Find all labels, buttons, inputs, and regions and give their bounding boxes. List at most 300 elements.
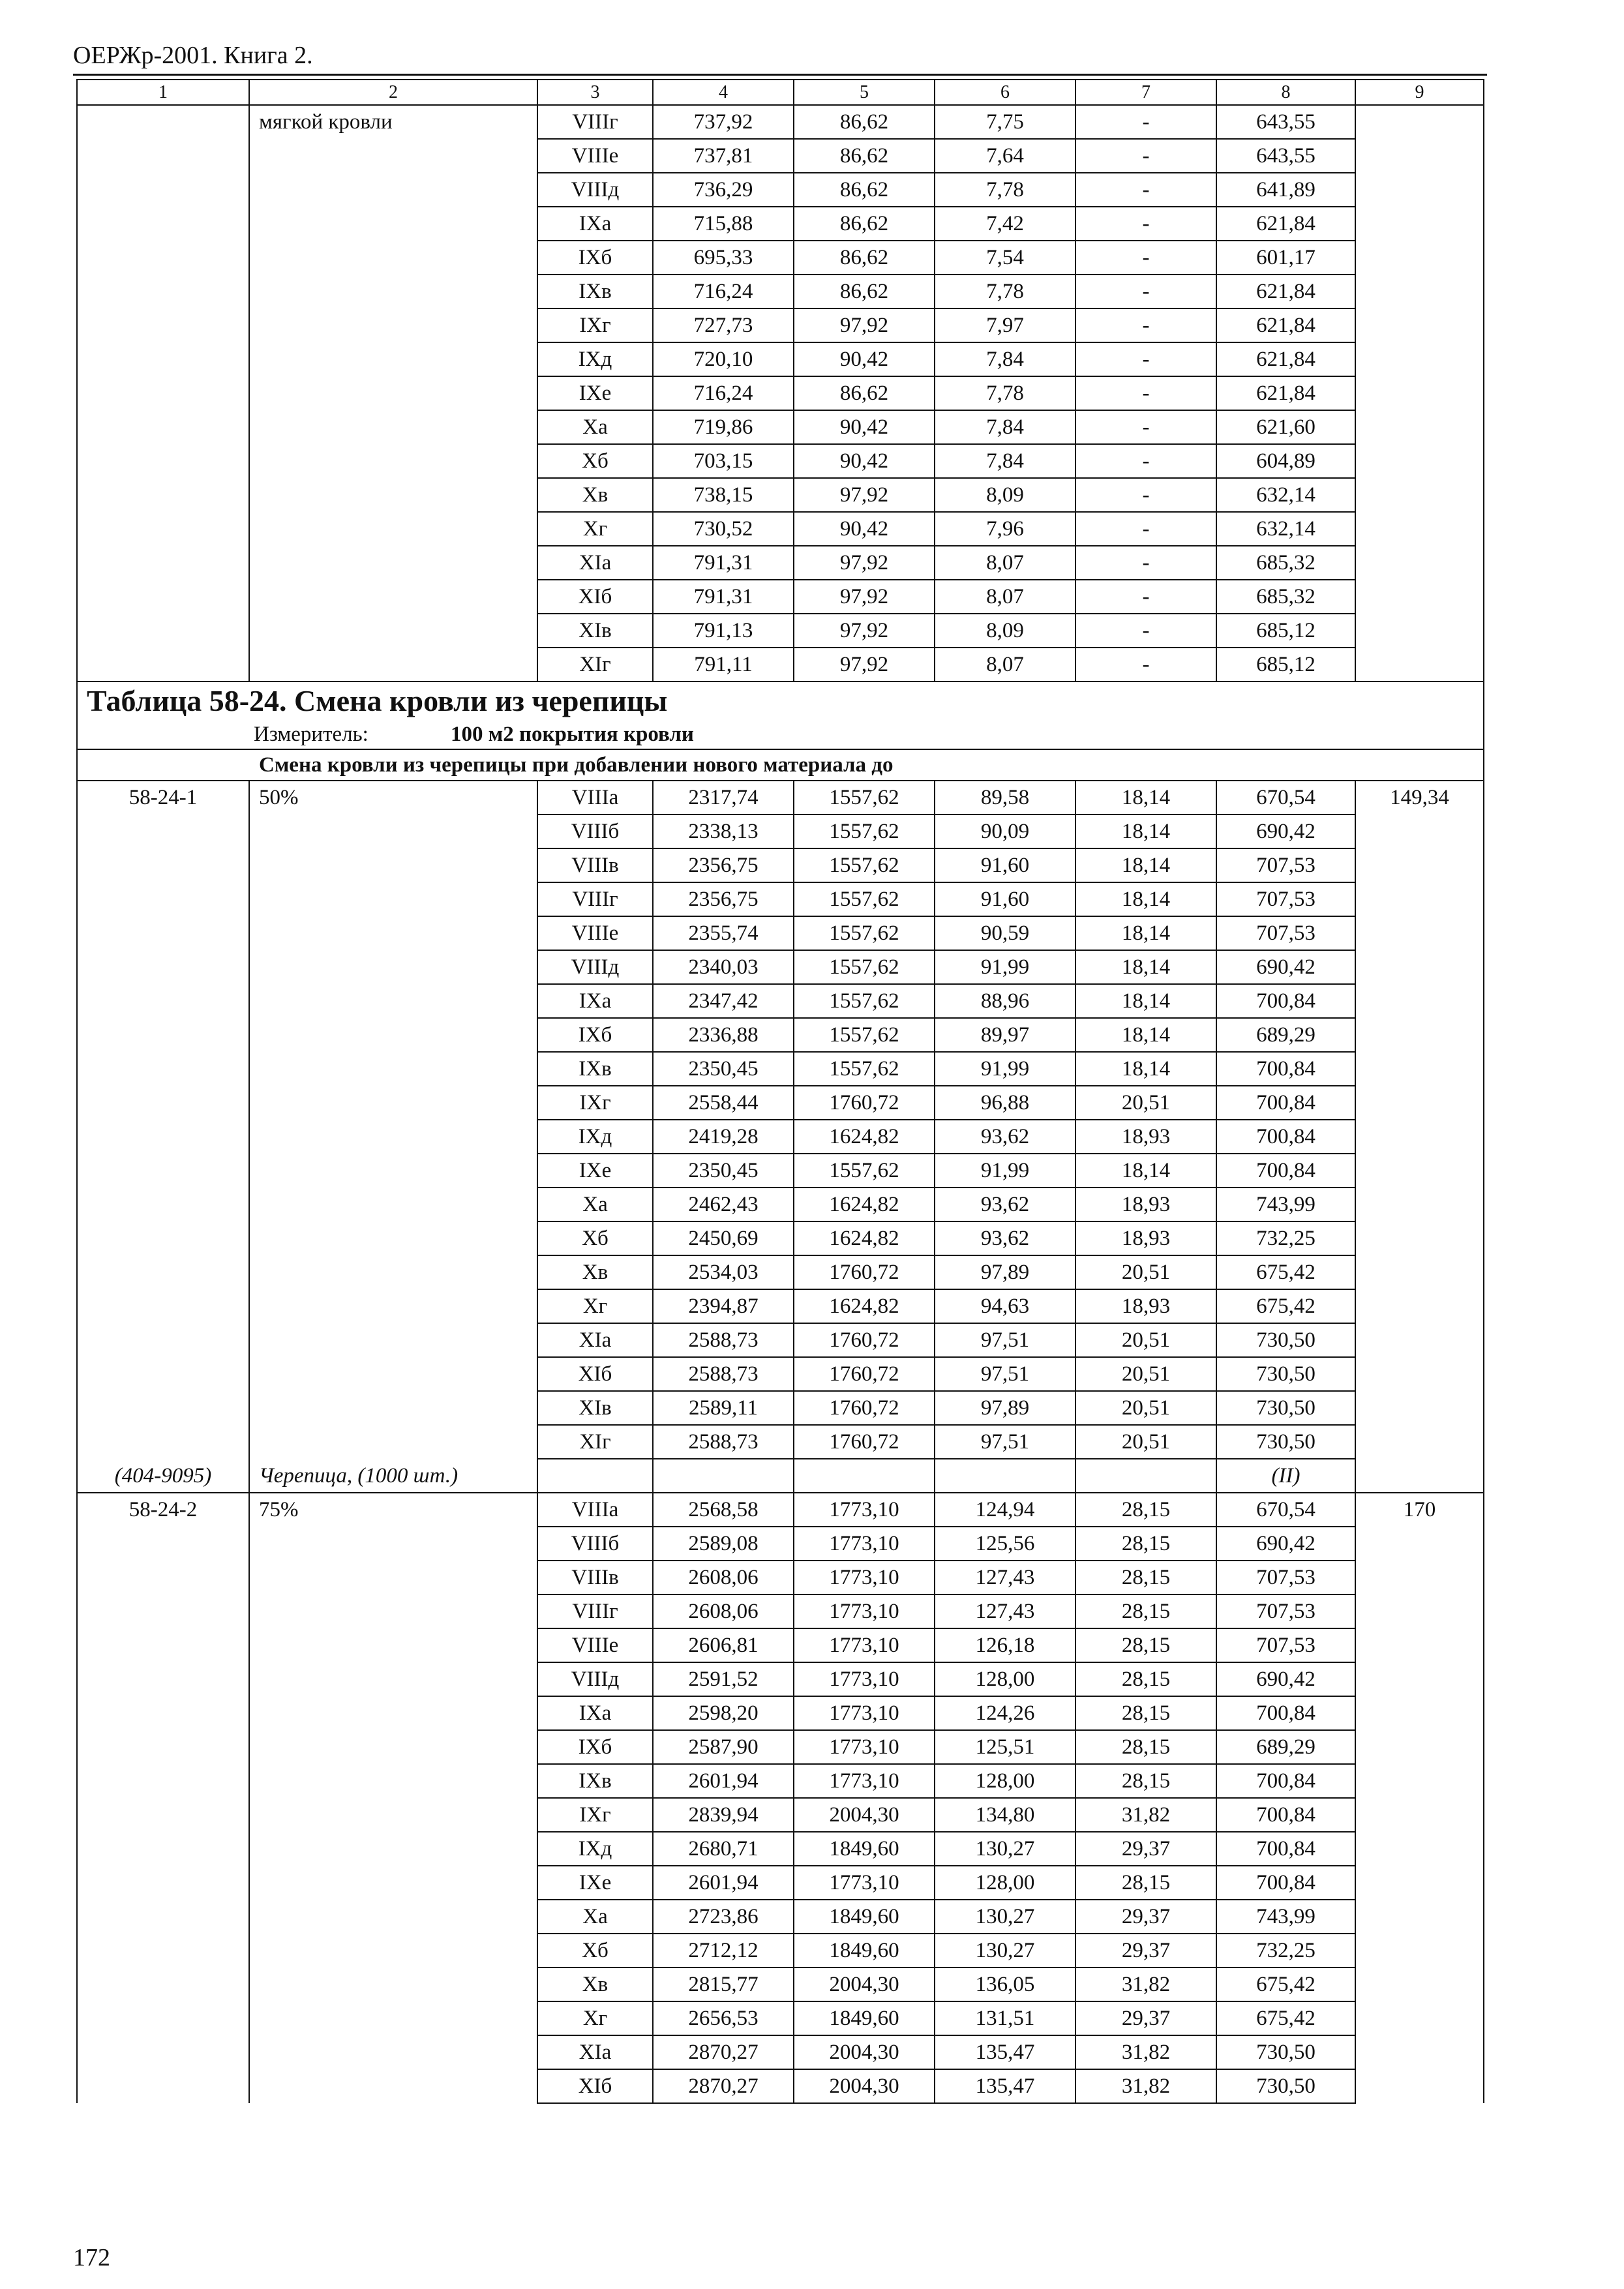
wages-cell: 1557,62 [794, 848, 935, 882]
machinist-wages-cell: 29,37 [1075, 1900, 1216, 1934]
direct-cost-cell: 2462,43 [653, 1188, 794, 1221]
machinist-wages-cell: 18,14 [1075, 916, 1216, 950]
machines-cell: 8,09 [935, 478, 1075, 512]
materials-cell: 675,42 [1216, 1289, 1355, 1323]
direct-cost-cell: 2356,75 [653, 882, 794, 916]
resource-code-cell: (404-9095) [77, 1459, 249, 1493]
direct-cost-cell: 2356,75 [653, 848, 794, 882]
materials-cell: 700,84 [1216, 1696, 1355, 1730]
region-cell: IXв [537, 1052, 653, 1086]
table-row [77, 105, 1484, 139]
region-cell: XIа [537, 2035, 653, 2069]
materials-cell: 621,60 [1216, 410, 1355, 444]
wages-cell: 1760,72 [794, 1391, 935, 1425]
region-cell: XIб [537, 1357, 653, 1391]
direct-cost-cell: 2350,45 [653, 1154, 794, 1188]
wages-cell: 2004,30 [794, 1798, 935, 1832]
machinist-wages-cell: 28,15 [1075, 1594, 1216, 1628]
empty-cell [1355, 1459, 1484, 1493]
table-subheading: Смена кровли из черепицы при добавлении нового материала до [77, 749, 1484, 781]
machinist-wages-cell: - [1075, 478, 1216, 512]
machines-cell: 135,47 [935, 2035, 1075, 2069]
machines-cell: 8,07 [935, 546, 1075, 580]
wages-cell: 90,42 [794, 512, 935, 546]
region-cell: VIIIб [537, 1527, 653, 1561]
machines-cell: 8,09 [935, 614, 1075, 648]
region-cell: VIIIд [537, 950, 653, 984]
wages-cell: 1773,10 [794, 1561, 935, 1594]
norm-description-cell: 75% [249, 1493, 537, 2103]
wages-cell: 1849,60 [794, 1900, 935, 1934]
machines-cell: 93,62 [935, 1221, 1075, 1255]
materials-cell: 730,50 [1216, 1357, 1355, 1391]
machinist-wages-cell: - [1075, 376, 1216, 410]
region-cell: XIа [537, 1323, 653, 1357]
region-cell: IXб [537, 241, 653, 275]
wages-cell: 1849,60 [794, 2001, 935, 2035]
wages-cell: 97,92 [794, 648, 935, 681]
materials-cell: 730,50 [1216, 1323, 1355, 1357]
empty-cell [1075, 1459, 1216, 1493]
wages-cell: 90,42 [794, 410, 935, 444]
region-cell: Xа [537, 1188, 653, 1221]
empty-cell [794, 1459, 935, 1493]
measure-cell [77, 720, 1484, 749]
materials-cell: 689,29 [1216, 1018, 1355, 1052]
materials-cell: 604,89 [1216, 444, 1355, 478]
machinist-wages-cell: 18,14 [1075, 950, 1216, 984]
direct-cost-cell: 737,81 [653, 139, 794, 173]
direct-cost-cell: 2568,58 [653, 1493, 794, 1527]
direct-cost-cell: 2608,06 [653, 1561, 794, 1594]
materials-cell: 700,84 [1216, 1866, 1355, 1900]
machines-cell: 127,43 [935, 1561, 1075, 1594]
direct-cost-cell: 703,15 [653, 444, 794, 478]
machines-cell: 130,27 [935, 1900, 1075, 1934]
direct-cost-cell: 2601,94 [653, 1866, 794, 1900]
machines-cell: 97,51 [935, 1323, 1075, 1357]
region-cell: VIIIг [537, 882, 653, 916]
direct-cost-cell: 716,24 [653, 275, 794, 308]
materials-cell: 743,99 [1216, 1188, 1355, 1221]
materials-cell: 707,53 [1216, 916, 1355, 950]
direct-cost-cell: 738,15 [653, 478, 794, 512]
wages-cell: 1760,72 [794, 1357, 935, 1391]
wages-cell: 1760,72 [794, 1086, 935, 1120]
machines-cell: 90,59 [935, 916, 1075, 950]
materials-cell: 621,84 [1216, 342, 1355, 376]
machinist-wages-cell: 29,37 [1075, 2001, 1216, 2035]
machines-cell: 89,58 [935, 781, 1075, 815]
materials-cell: 675,42 [1216, 2001, 1355, 2035]
direct-cost-cell: 2815,77 [653, 1967, 794, 2001]
machinist-wages-cell: - [1075, 342, 1216, 376]
column-number-5: 5 [794, 80, 935, 105]
region-cell: VIIIд [537, 1662, 653, 1696]
direct-cost-cell: 2589,11 [653, 1391, 794, 1425]
wages-cell: 1624,82 [794, 1221, 935, 1255]
machines-cell: 134,80 [935, 1798, 1075, 1832]
wages-cell: 90,42 [794, 342, 935, 376]
wages-cell: 1760,72 [794, 1323, 935, 1357]
table-title-row [77, 681, 1484, 720]
wages-cell: 1773,10 [794, 1493, 935, 1527]
machines-cell: 97,51 [935, 1357, 1075, 1391]
machines-cell: 97,89 [935, 1255, 1075, 1289]
direct-cost-cell: 2606,81 [653, 1628, 794, 1662]
materials-cell: 690,42 [1216, 950, 1355, 984]
page-number: 172 [73, 2244, 110, 2271]
resource-class-cell: (II) [1216, 1459, 1355, 1493]
machines-cell: 7,78 [935, 173, 1075, 207]
materials-cell: 621,84 [1216, 308, 1355, 342]
wages-cell: 97,92 [794, 308, 935, 342]
direct-cost-cell: 715,88 [653, 207, 794, 241]
machinist-wages-cell: 31,82 [1075, 1967, 1216, 2001]
wages-cell: 1773,10 [794, 1594, 935, 1628]
region-cell: VIIIа [537, 781, 653, 815]
machines-cell: 7,96 [935, 512, 1075, 546]
region-cell: XIв [537, 1391, 653, 1425]
region-cell: VIIIг [537, 105, 653, 139]
machines-cell: 127,43 [935, 1594, 1075, 1628]
region-cell: XIб [537, 2069, 653, 2103]
direct-cost-cell: 2870,27 [653, 2069, 794, 2103]
wages-cell: 1557,62 [794, 882, 935, 916]
region-cell: IXг [537, 1798, 653, 1832]
machinist-wages-cell: 31,82 [1075, 1798, 1216, 1832]
machinist-wages-cell: 18,14 [1075, 882, 1216, 916]
wages-cell: 1624,82 [794, 1120, 935, 1154]
machines-cell: 7,84 [935, 444, 1075, 478]
machinist-wages-cell: 18,14 [1075, 815, 1216, 848]
materials-cell: 700,84 [1216, 1798, 1355, 1832]
wages-cell: 1773,10 [794, 1866, 935, 1900]
region-cell: IXд [537, 1120, 653, 1154]
machinist-wages-cell: 18,14 [1075, 1018, 1216, 1052]
direct-cost-cell: 2839,94 [653, 1798, 794, 1832]
materials-cell: 730,50 [1216, 1391, 1355, 1425]
region-cell: XIг [537, 648, 653, 681]
wages-cell: 1624,82 [794, 1188, 935, 1221]
machines-cell: 91,99 [935, 950, 1075, 984]
machinist-wages-cell: 31,82 [1075, 2069, 1216, 2103]
document-header: ОЕРЖр-2001. Книга 2. [73, 42, 313, 69]
machinist-wages-cell: - [1075, 648, 1216, 681]
materials-cell: 675,42 [1216, 1255, 1355, 1289]
materials-cell: 601,17 [1216, 241, 1355, 275]
machinist-wages-cell: 20,51 [1075, 1323, 1216, 1357]
wages-cell: 1773,10 [794, 1730, 935, 1764]
materials-cell: 632,14 [1216, 478, 1355, 512]
machinist-wages-cell: 18,93 [1075, 1289, 1216, 1323]
wages-cell: 1557,62 [794, 1018, 935, 1052]
direct-cost-cell: 2588,73 [653, 1323, 794, 1357]
machinist-wages-cell: 20,51 [1075, 1086, 1216, 1120]
machines-cell: 126,18 [935, 1628, 1075, 1662]
region-cell: VIIIе [537, 916, 653, 950]
machinist-wages-cell: 20,51 [1075, 1357, 1216, 1391]
machines-cell: 125,51 [935, 1730, 1075, 1764]
materials-cell: 730,50 [1216, 2069, 1355, 2103]
machinist-wages-cell: 18,14 [1075, 781, 1216, 815]
materials-cell: 707,53 [1216, 882, 1355, 916]
wages-cell: 1773,10 [794, 1662, 935, 1696]
region-cell: VIIIв [537, 1561, 653, 1594]
machinist-wages-cell: 31,82 [1075, 2035, 1216, 2069]
materials-cell: 621,84 [1216, 275, 1355, 308]
direct-cost-cell: 2394,87 [653, 1289, 794, 1323]
machines-cell: 7,78 [935, 376, 1075, 410]
materials-cell: 689,29 [1216, 1730, 1355, 1764]
column-number-1: 1 [77, 80, 249, 105]
region-cell: IXе [537, 1154, 653, 1188]
machines-cell: 88,96 [935, 984, 1075, 1018]
materials-cell: 707,53 [1216, 1561, 1355, 1594]
machinist-wages-cell: - [1075, 173, 1216, 207]
machinist-wages-cell: 28,15 [1075, 1730, 1216, 1764]
machinist-wages-cell: 28,15 [1075, 1696, 1216, 1730]
region-cell: VIIIе [537, 1628, 653, 1662]
region-cell: Xв [537, 478, 653, 512]
direct-cost-cell: 2534,03 [653, 1255, 794, 1289]
materials-cell: 700,84 [1216, 1832, 1355, 1866]
machines-cell: 93,62 [935, 1120, 1075, 1154]
direct-cost-cell: 791,13 [653, 614, 794, 648]
norm-description-cell: 50% [249, 781, 537, 1459]
machinist-wages-cell: - [1075, 580, 1216, 614]
table-title: Таблица 58-24. Смена кровли из черепицы [77, 681, 1484, 720]
materials-cell: 700,84 [1216, 1120, 1355, 1154]
direct-cost-cell: 730,52 [653, 512, 794, 546]
region-cell: IXг [537, 1086, 653, 1120]
region-cell: IXд [537, 342, 653, 376]
machinist-wages-cell: 20,51 [1075, 1425, 1216, 1459]
wages-cell: 86,62 [794, 139, 935, 173]
machines-cell: 8,07 [935, 648, 1075, 681]
machines-cell: 124,26 [935, 1696, 1075, 1730]
machinist-wages-cell: 18,14 [1075, 1154, 1216, 1188]
machinist-wages-cell: - [1075, 410, 1216, 444]
direct-cost-cell: 737,92 [653, 105, 794, 139]
wages-cell: 1557,62 [794, 950, 935, 984]
column-number-row [77, 80, 1484, 105]
region-cell: IXб [537, 1018, 653, 1052]
machines-cell: 136,05 [935, 1967, 1075, 2001]
wages-cell: 2004,30 [794, 2069, 935, 2103]
region-cell: Xг [537, 1289, 653, 1323]
machinist-wages-cell: - [1075, 275, 1216, 308]
direct-cost-cell: 2598,20 [653, 1696, 794, 1730]
wages-cell: 1557,62 [794, 916, 935, 950]
machinist-wages-cell: 18,14 [1075, 984, 1216, 1018]
machines-cell: 7,64 [935, 139, 1075, 173]
column-number-2: 2 [249, 80, 537, 105]
norm-code-cell: 58-24-1 [77, 781, 249, 1459]
materials-cell: 743,99 [1216, 1900, 1355, 1934]
materials-cell: 700,84 [1216, 1086, 1355, 1120]
machinist-wages-cell: - [1075, 512, 1216, 546]
region-cell: Xб [537, 444, 653, 478]
region-cell: Xб [537, 1221, 653, 1255]
machinist-wages-cell: - [1075, 614, 1216, 648]
materials-cell: 700,84 [1216, 984, 1355, 1018]
direct-cost-cell: 2589,08 [653, 1527, 794, 1561]
direct-cost-cell: 2608,06 [653, 1594, 794, 1628]
wages-cell: 97,92 [794, 614, 935, 648]
column-number-7: 7 [1075, 80, 1216, 105]
measure-value: 100 м2 покрытия кровли [451, 723, 694, 746]
machinist-wages-cell: 18,14 [1075, 1052, 1216, 1086]
machinist-wages-cell: 28,15 [1075, 1764, 1216, 1798]
direct-cost-cell: 2450,69 [653, 1221, 794, 1255]
wages-cell: 1557,62 [794, 1052, 935, 1086]
direct-cost-cell: 2591,52 [653, 1662, 794, 1696]
wages-cell: 97,92 [794, 580, 935, 614]
machinist-wages-cell: 28,15 [1075, 1527, 1216, 1561]
measure-row [77, 720, 1484, 749]
materials-cell: 675,42 [1216, 1967, 1355, 2001]
norm-code-cell [77, 105, 249, 681]
materials-cell: 685,12 [1216, 614, 1355, 648]
column-number-8: 8 [1216, 80, 1355, 105]
materials-cell: 730,50 [1216, 2035, 1355, 2069]
wages-cell: 2004,30 [794, 2035, 935, 2069]
direct-cost-cell: 2350,45 [653, 1052, 794, 1086]
machines-cell: 7,84 [935, 410, 1075, 444]
machines-cell: 7,42 [935, 207, 1075, 241]
direct-cost-cell: 2588,73 [653, 1425, 794, 1459]
machines-cell: 97,89 [935, 1391, 1075, 1425]
machines-cell: 91,60 [935, 848, 1075, 882]
materials-cell: 621,84 [1216, 376, 1355, 410]
subheading-row [77, 749, 1484, 781]
materials-cell: 641,89 [1216, 173, 1355, 207]
region-cell: XIб [537, 580, 653, 614]
materials-cell: 621,84 [1216, 207, 1355, 241]
wages-cell: 86,62 [794, 105, 935, 139]
resource-name-cell: Черепица, (1000 шт.) [249, 1459, 537, 1493]
wages-cell: 1773,10 [794, 1696, 935, 1730]
machines-cell: 89,97 [935, 1018, 1075, 1052]
region-cell: Xг [537, 512, 653, 546]
materials-cell: 707,53 [1216, 848, 1355, 882]
direct-cost-cell: 719,86 [653, 410, 794, 444]
wages-cell: 86,62 [794, 173, 935, 207]
table-row [77, 1493, 1484, 1527]
extra-material-cell: 149,34 [1355, 781, 1484, 1459]
materials-cell: 685,12 [1216, 648, 1355, 681]
machines-cell: 125,56 [935, 1527, 1075, 1561]
region-cell: VIIIг [537, 1594, 653, 1628]
wages-cell: 1773,10 [794, 1628, 935, 1662]
materials-cell: 707,53 [1216, 1594, 1355, 1628]
wages-cell: 1773,10 [794, 1527, 935, 1561]
direct-cost-cell: 2723,86 [653, 1900, 794, 1934]
materials-cell: 690,42 [1216, 1527, 1355, 1561]
region-cell: Xв [537, 1967, 653, 2001]
wages-cell: 1557,62 [794, 815, 935, 848]
region-cell: Xб [537, 1934, 653, 1967]
materials-cell: 690,42 [1216, 815, 1355, 848]
direct-cost-cell: 2588,73 [653, 1357, 794, 1391]
materials-cell: 670,54 [1216, 1493, 1355, 1527]
direct-cost-cell: 2601,94 [653, 1764, 794, 1798]
materials-cell: 700,84 [1216, 1052, 1355, 1086]
region-cell: IXд [537, 1832, 653, 1866]
machinist-wages-cell: - [1075, 546, 1216, 580]
direct-cost-cell: 2419,28 [653, 1120, 794, 1154]
column-number-6: 6 [935, 80, 1075, 105]
materials-cell: 700,84 [1216, 1154, 1355, 1188]
region-cell: Xв [537, 1255, 653, 1289]
machines-cell: 94,63 [935, 1289, 1075, 1323]
region-cell: IXа [537, 207, 653, 241]
wages-cell: 2004,30 [794, 1967, 935, 2001]
machines-cell: 91,60 [935, 882, 1075, 916]
direct-cost-cell: 2656,53 [653, 2001, 794, 2035]
direct-cost-cell: 716,24 [653, 376, 794, 410]
materials-cell: 707,53 [1216, 1628, 1355, 1662]
region-cell: VIIIд [537, 173, 653, 207]
machinist-wages-cell: 18,93 [1075, 1188, 1216, 1221]
region-cell: VIIIе [537, 139, 653, 173]
machines-cell: 128,00 [935, 1764, 1075, 1798]
region-cell: IXе [537, 1866, 653, 1900]
direct-cost-cell: 2336,88 [653, 1018, 794, 1052]
resource-row [77, 1459, 1484, 1493]
wages-cell: 1773,10 [794, 1764, 935, 1798]
machinist-wages-cell: - [1075, 139, 1216, 173]
wages-cell: 1760,72 [794, 1255, 935, 1289]
region-cell: VIIIа [537, 1493, 653, 1527]
direct-cost-cell: 2355,74 [653, 916, 794, 950]
wages-cell: 1557,62 [794, 781, 935, 815]
materials-cell: 690,42 [1216, 1662, 1355, 1696]
machinist-wages-cell: 28,15 [1075, 1493, 1216, 1527]
norm-code-cell: 58-24-2 [77, 1493, 249, 2103]
direct-cost-cell: 695,33 [653, 241, 794, 275]
wages-cell: 1557,62 [794, 984, 935, 1018]
machines-cell: 91,99 [935, 1052, 1075, 1086]
materials-cell: 643,55 [1216, 139, 1355, 173]
wages-cell: 86,62 [794, 241, 935, 275]
direct-cost-cell: 720,10 [653, 342, 794, 376]
column-number-9: 9 [1355, 80, 1484, 105]
wages-cell: 1624,82 [794, 1289, 935, 1323]
region-cell: IXв [537, 275, 653, 308]
region-cell: XIа [537, 546, 653, 580]
region-cell: XIг [537, 1425, 653, 1459]
direct-cost-cell: 2870,27 [653, 2035, 794, 2069]
direct-cost-cell: 2680,71 [653, 1832, 794, 1866]
machinist-wages-cell: 28,15 [1075, 1866, 1216, 1900]
machines-cell: 128,00 [935, 1866, 1075, 1900]
wages-cell: 97,92 [794, 546, 935, 580]
direct-cost-cell: 791,31 [653, 580, 794, 614]
machines-cell: 7,97 [935, 308, 1075, 342]
extra-material-cell [1355, 105, 1484, 681]
wages-cell: 1760,72 [794, 1425, 935, 1459]
machines-cell: 7,84 [935, 342, 1075, 376]
machines-cell: 7,54 [935, 241, 1075, 275]
machines-cell: 130,27 [935, 1934, 1075, 1967]
region-cell: XIв [537, 614, 653, 648]
wages-cell: 1849,60 [794, 1934, 935, 1967]
machinist-wages-cell: - [1075, 241, 1216, 275]
empty-cell [653, 1459, 794, 1493]
machinist-wages-cell: 29,37 [1075, 1934, 1216, 1967]
